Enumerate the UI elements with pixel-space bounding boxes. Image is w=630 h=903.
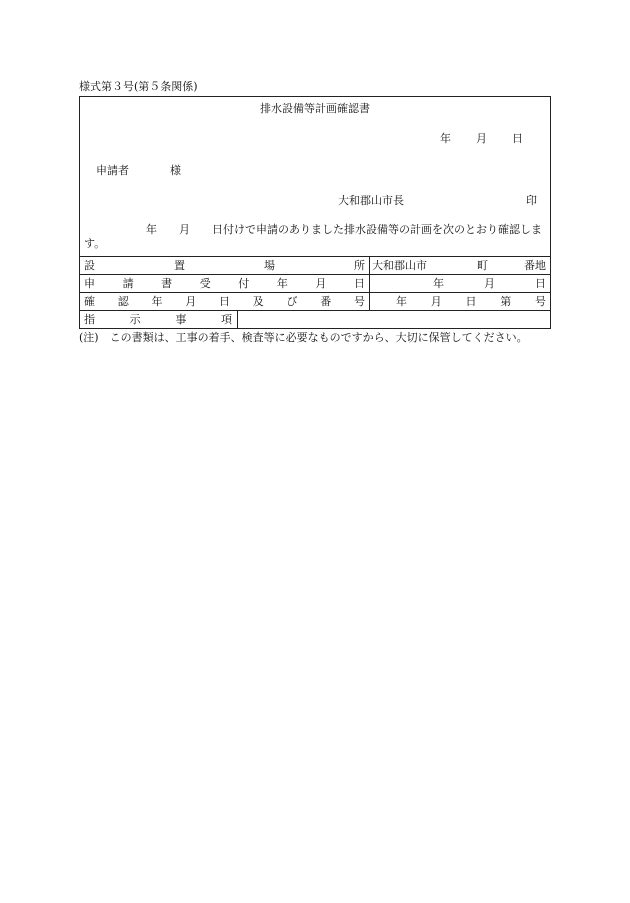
form-number: 様式第３号(第５条関係): [79, 80, 198, 93]
form-header-section: [80, 97, 550, 257]
issue-date: [440, 132, 523, 146]
table-row-receipt-date: [80, 275, 550, 293]
confirmation-statement: 年 月 日付けで申請のありました排水設備等の計画を次のとおり確認します。: [84, 223, 542, 250]
row-label-receipt-date: 申 請 書 受 付 年 月 日: [84, 277, 365, 290]
row-label-confirm-date-number: 確 認 年 月 日 及 び 番 号: [84, 295, 365, 308]
applicant-label: 申請者: [96, 164, 129, 177]
row-value-receipt-date: 年 月 日: [433, 277, 546, 290]
table-row-location: [80, 257, 550, 275]
date-year: 年: [440, 132, 451, 145]
row-value-location: 大和郡山市 町 番地: [372, 259, 546, 272]
mayor-title: 大和郡山市長: [338, 194, 404, 207]
table-row-confirm-date-number: [80, 293, 550, 311]
row-label-location: 設 置 場 所: [84, 259, 365, 272]
form-title: 排水設備等計画確認書: [260, 102, 370, 115]
applicant-honorific: 様: [170, 164, 181, 177]
row-label-instructions: 指 示 事 項: [84, 313, 232, 326]
date-month: 月: [476, 132, 487, 145]
row-value-confirm-date-number: 年 月 日 第 号: [396, 295, 546, 308]
table-row-instructions: [80, 311, 550, 329]
date-day: 日: [512, 132, 523, 145]
applicant-line: [96, 164, 181, 178]
seal-mark: 印: [526, 194, 537, 207]
footnote: (注) この書類は、工事の着手、検査等に必要なものですから、大切に保管してください。: [79, 331, 528, 344]
confirmation-form: [79, 96, 551, 329]
